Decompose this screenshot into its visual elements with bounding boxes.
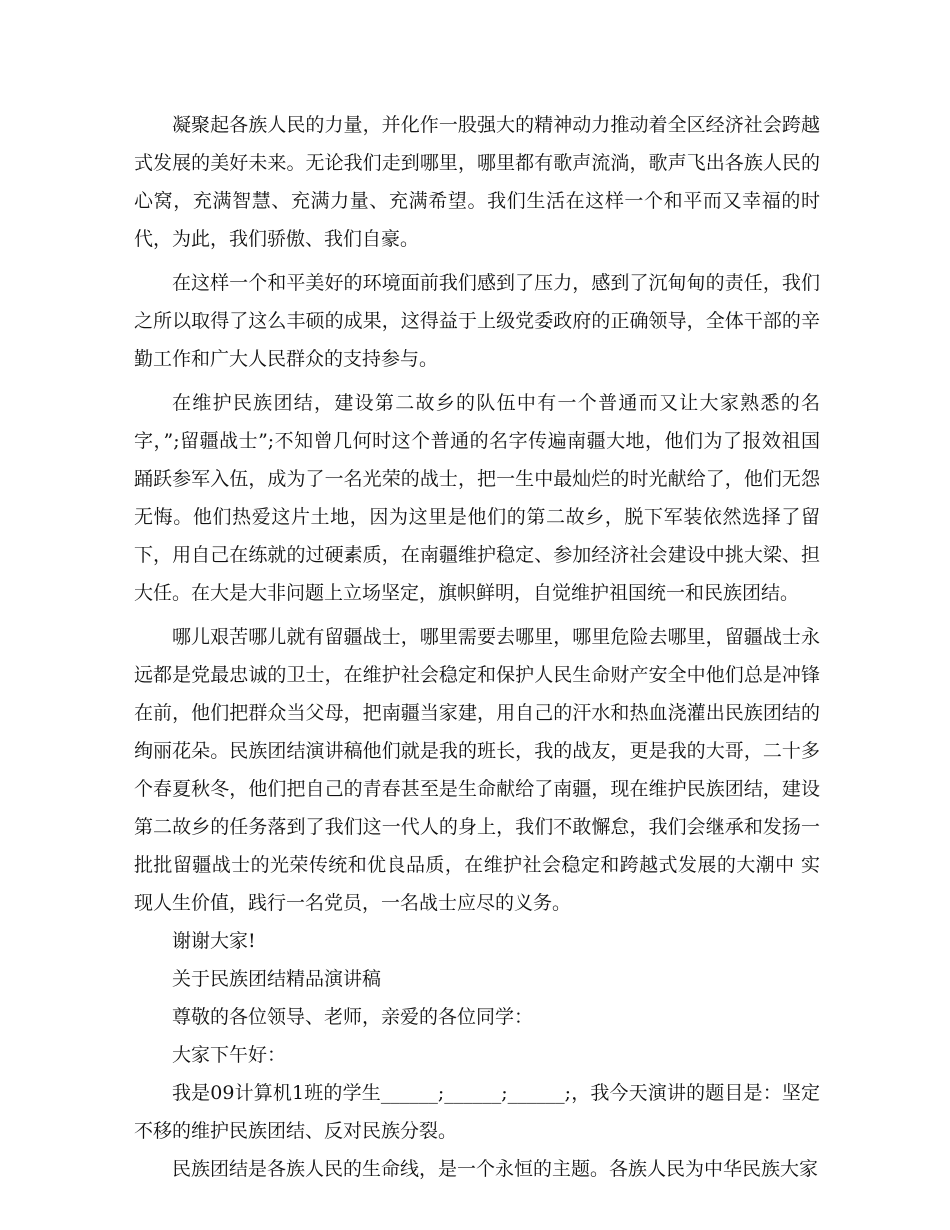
paragraph-2: 在这样一个和平美好的环境面前我们感到了压力，感到了沉甸甸的责任，我们之所以取得了这么丰硕的成果，这得益于上级党委政府的正确领导，全体干部的辛勤工作和广大人民群众的支持参与。 <box>134 272 820 370</box>
paragraph-3: 在维护民族团结，建设第二故乡的队伍中有一个普通而又让大家熟悉的名字，”;留疆战士”;不知曾几何时这个普通的名字传遍南疆大地，他们为了报效祖国踊跃参军入伍，成为了一名光荣的战士，把一生中最灿烂的时光献给了，他们无怨无悔。他们热爱这片土地，因为这里是他们的第二故乡，脱下军装依然选择了留下，用自己在练就的过硬素质，在南疆维护稳定、参加经济社会建设中挑大梁、担大任。在大是大非问题上立场坚定，旗帜鲜明，自觉维护祖国统一和民族团结。 <box>134 392 820 604</box>
greeting: 大家下午好： <box>172 1044 287 1066</box>
paragraph-4: 哪儿艰苦哪儿就有留疆战士，哪里需要去哪里，哪里危险去哪里，留疆战士永远都是党最忠诚的卫士，在维护社会稳定和保护人民生命财产安全中他们总是冲锋在前，他们把群众当父母，把南疆当家建，用自己的汗水和热血浇灌出民族团结的绚丽花朵。民族团结演讲稿他们就是我的班长，我的战友，更是我的大哥，二十多个春夏秋冬，他们把自己的青春甚至是生命献给了南疆，现在维护民族团结，建设第二故乡的任务落到了我们这一代人的身上，我们不敢懈怠，我们会继承和发扬一批批留疆战士的光荣传统和优良品质，在维护社会稳定和跨越式发展的大潮中 实现人生价值，践行一名党员，一名战士应尽的义务。 <box>134 626 820 914</box>
section-title: 关于民族团结精品演讲稿 <box>172 968 382 990</box>
paragraph-1: 凝聚起各族人民的力量，并化作一股强大的精神动力推动着全区经济社会跨越式发展的美好未来。无论我们走到哪里，哪里都有歌声流淌，歌声飞出各族人民的心窝，充满智慧、充满力量、充满希望。我们生活在这样一个和平而又幸福的时代，为此，我们骄傲、我们自豪。 <box>134 114 820 250</box>
closing-thanks: 谢谢大家! <box>172 930 256 952</box>
paragraph-final: 民族团结是各族人民的生命线，是一个永恒的主题。各族人民为中华民族大家 <box>172 1158 819 1180</box>
salutation: 尊敬的各位领导、老师，亲爱的各位同学： <box>172 1006 534 1028</box>
paragraph-intro: 我是09计算机1班的学生______;______;______;，我今天演讲的题目是：坚定不移的维护民族团结、反对民族分裂。 <box>134 1082 820 1142</box>
